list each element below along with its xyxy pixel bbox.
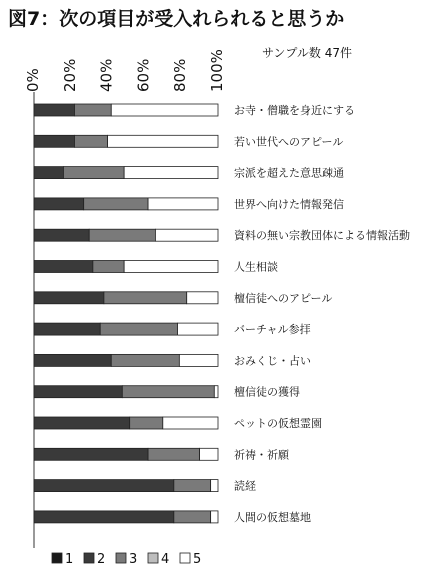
legend-swatch-3 [116,553,126,563]
category-label-layer [234,103,410,524]
legend [52,552,201,567]
bar-segment-series-2 [34,448,148,460]
bar-segment-series-3 [174,511,211,523]
bar-segment-series-2 [34,104,74,116]
legend-swatch-1 [52,553,62,563]
bar-segment-series-2 [34,292,104,304]
bar-segment-series-5 [211,511,218,523]
x-tick-label: 100% [208,49,226,92]
bar-segment-series-5 [155,229,218,241]
legend-label: 4 [161,552,170,567]
category-label: おみくじ・占い [234,354,311,368]
legend-label: 5 [193,552,202,567]
legend-label: 3 [129,552,138,567]
bar-segment-series-5 [148,198,218,210]
chart-title: 図7：次の項目が受入れられると思うか [8,8,345,30]
bar-segment-series-5 [108,135,218,147]
bar-segment-series-2 [34,229,89,241]
bar-segment-series-5 [200,448,218,460]
category-label: 読経 [234,479,256,493]
category-label: バーチャル参拝 [234,323,311,337]
category-label: 檀信徒へのアピール [234,291,333,305]
bar-segment-series-3 [63,167,124,179]
legend-label: 1 [65,552,74,567]
bar-segment-series-2 [34,354,111,366]
category-label: お寺・僧職を身近にする [234,104,355,117]
category-label: 人間の仮想墓地 [234,510,311,524]
x-tick-label: 80% [171,58,190,92]
category-label: ペットの仮想霊園 [234,417,322,430]
sample-size-note: サンプル数 47件 [262,46,353,60]
category-label: 世界へ向けた情報発信 [234,197,344,211]
category-label: 檀信徒の獲得 [234,385,300,399]
bar-segment-series-3 [122,386,214,398]
bar-segment-series-3 [100,323,177,335]
category-label: 資料の無い宗教団体による情報活動 [234,229,410,243]
bar-segment-series-2 [34,261,93,273]
bar-segment-series-3 [84,198,148,210]
bar-segment-series-5 [124,261,218,273]
bar-segment-series-5 [178,323,218,335]
bar-segment-series-5 [124,167,218,179]
bar-segment-series-2 [34,417,130,429]
category-label: 宗派を超えた意思疎通 [234,166,344,180]
x-tick-label: 60% [134,58,153,92]
category-label: 人生相談 [234,260,278,274]
bar-segment-series-3 [89,229,155,241]
bar-segment-series-2 [34,511,174,523]
x-tick-label: 20% [60,58,79,92]
bar-segment-series-2 [34,135,74,147]
bar-segment-series-2 [34,198,84,210]
bar-layer [34,104,218,523]
legend-swatch-5 [180,553,190,563]
x-tick-label: 0% [24,68,42,92]
bar-segment-series-3 [74,104,111,116]
legend-label: 2 [97,552,106,567]
x-tick-label: 40% [97,58,116,92]
bar-segment-series-2 [34,386,122,398]
bar-segment-series-2 [34,480,174,492]
bar-segment-series-5 [187,292,218,304]
legend-swatch-2 [84,553,94,563]
bar-segment-series-3 [174,480,211,492]
bar-segment-series-3 [111,354,179,366]
category-label: 若い世代へのアピール [234,135,344,149]
bar-segment-series-2 [34,323,100,335]
category-label: 祈祷・祈願 [234,448,289,462]
bar-segment-series-3 [104,292,187,304]
bar-segment-series-2 [34,167,63,179]
bar-segment-series-5 [214,386,218,398]
legend-swatch-4 [148,553,158,563]
bar-segment-series-5 [179,354,218,366]
bar-segment-series-3 [148,448,200,460]
bar-segment-series-3 [74,135,107,147]
bar-segment-series-5 [111,104,218,116]
bar-segment-series-5 [211,480,218,492]
bar-segment-series-3 [130,417,163,429]
bar-segment-series-5 [163,417,218,429]
bar-segment-series-3 [93,261,124,273]
